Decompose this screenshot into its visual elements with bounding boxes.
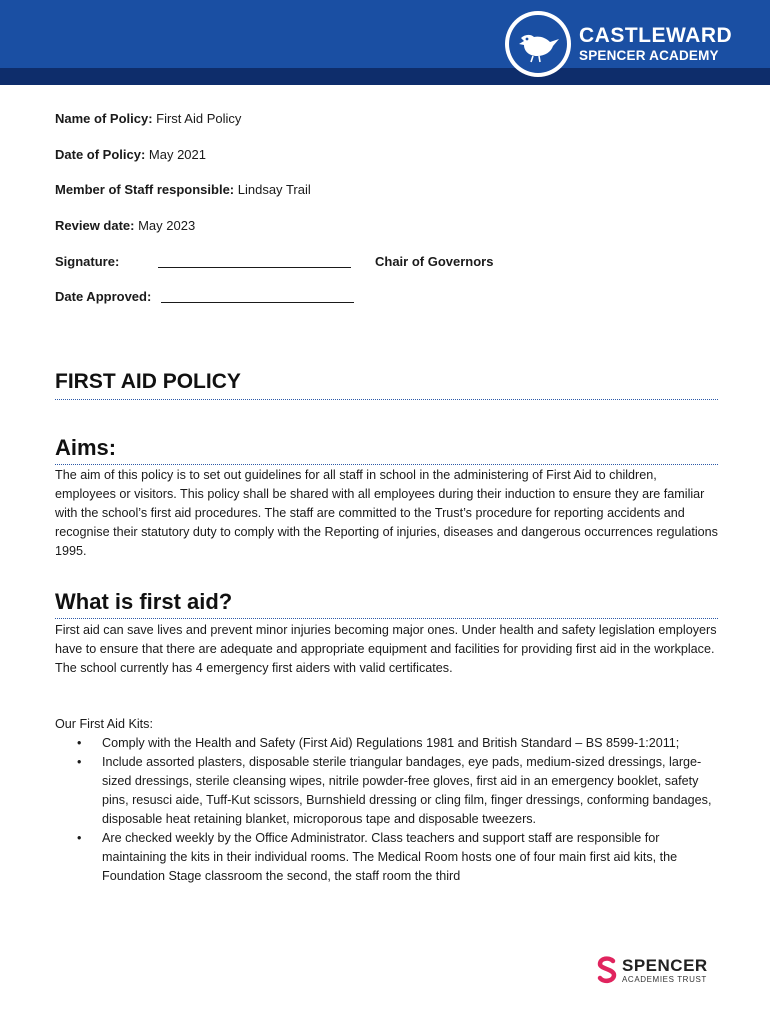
staff-responsible-label: Member of Staff responsible: — [55, 182, 235, 197]
bullet-glyph: • — [77, 736, 82, 750]
aims-heading: Aims: — [55, 435, 117, 460]
aims-paragraph: The aim of this policy is to set out guidelines for all staff in school in the administering of First Aid to children, employees or visitors. This policy shall be shared with all employees during their induction to ensure they are familiar with the school’s first aid procedures. The staff are committed to the Trust’s procedure for reporting accidents and recognise their statutory duty to comply with the Reporting of injuries, diseases and dangerous occurrences regulations 1995. — [55, 468, 718, 558]
what-divider — [55, 618, 718, 619]
review-date-value: May 2023 — [134, 218, 196, 233]
title-divider — [55, 399, 718, 400]
review-date-row — [55, 218, 195, 233]
footer-brand-line2: ACADEMIES TRUST — [622, 974, 707, 984]
policy-date-row — [55, 147, 206, 162]
chair-of-governors — [375, 254, 493, 269]
date-approved-row — [55, 289, 151, 304]
staff-responsible-value: Lindsay Trail — [234, 182, 311, 197]
kits-intro: Our First Aid Kits: — [55, 717, 153, 731]
list-item-text: Are checked weekly by the Office Administrator. Class teachers and support staff are responsible for maintaining the kits in their individual rooms. The Medical Room hosts one of four main first aid kits, the Foundation Stage classroom the second, the staff room the third — [102, 831, 678, 883]
header-band — [0, 0, 770, 85]
bullet-glyph: • — [77, 755, 82, 769]
spencer-trust-logo — [596, 956, 708, 984]
footer-brand-line1: SPENCER — [622, 955, 708, 975]
review-date-label: Review date: — [55, 218, 135, 233]
chair-label: Chair of Governors — [375, 254, 494, 269]
spencer-s-icon — [596, 956, 618, 984]
aims-divider — [55, 464, 718, 465]
policy-title: FIRST AID POLICY — [55, 370, 241, 393]
policy-name-value: First Aid Policy — [152, 111, 242, 126]
what-is-first-aid-heading: What is first aid? — [55, 589, 233, 614]
signature-line — [158, 256, 351, 268]
signature-row — [55, 254, 119, 269]
list-item-text: Include assorted plasters, disposable sterile triangular bandages, eye pads, medium-sized dressings, large-sized dressings, sterile cleansing wipes, nitrile powder-free gloves, first aid in an emergency booklet, safety pins, resusci aide, Tuff-Kut scissors, Burnshield dressing or cling film, finger dressings, conforming bandages, disposable heat retaining blanket, microporous tape and disposable tweezers. — [102, 755, 712, 826]
list-item — [55, 753, 720, 829]
bullet-glyph: • — [77, 831, 82, 845]
brand-line2: SPENCER ACADEMY — [579, 48, 719, 64]
bird-emblem — [505, 11, 571, 77]
castleward-wordmark — [579, 25, 732, 63]
castleward-logo — [505, 11, 732, 77]
list-item-text: Comply with the Health and Safety (First Aid) Regulations 1981 and British Standard – BS 8599-1:2011; — [102, 736, 680, 750]
list-item — [55, 734, 720, 753]
staff-responsible-row — [55, 182, 311, 197]
bird-icon — [515, 24, 561, 64]
date-approved-label: Date Approved: — [55, 289, 152, 304]
brand-line1: CASTLEWARD — [579, 24, 733, 48]
policy-date-value: May 2021 — [145, 147, 206, 162]
date-approved-line — [161, 291, 354, 303]
signature-label: Signature: — [55, 254, 120, 269]
policy-name-row — [55, 111, 241, 126]
policy-date-label: Date of Policy: — [55, 147, 146, 162]
what-paragraph: First aid can save lives and prevent minor injuries becoming major ones. Under health and safety legislation employers have to ensure that there are adequate and appropriate equipment and facilities for providing first aid in the workplace. The school currently has 4 emergency first aiders with valid certificates. — [55, 623, 717, 675]
policy-name-label: Name of Policy: — [55, 111, 153, 126]
kits-list — [55, 734, 720, 886]
list-item — [55, 829, 720, 886]
